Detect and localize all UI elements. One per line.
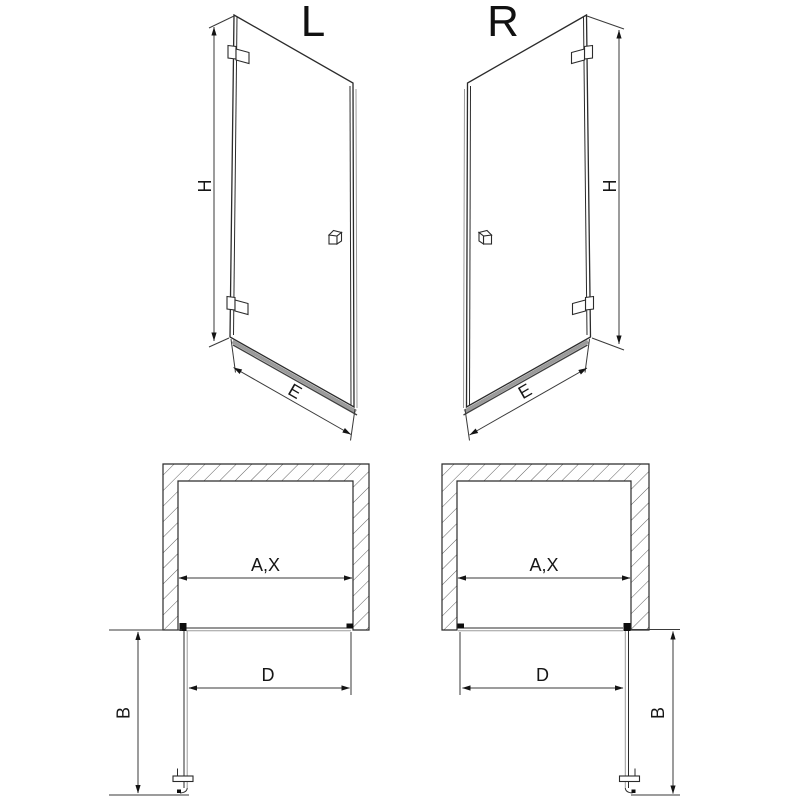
swing-dim-label: B xyxy=(648,706,668,720)
door-dim-label: D xyxy=(261,665,275,685)
extension-line xyxy=(209,338,229,347)
arrowhead xyxy=(616,336,621,345)
door-foot-mark xyxy=(177,790,181,794)
arrowhead xyxy=(232,365,242,374)
glass-panel xyxy=(467,15,591,407)
hinge-bracket xyxy=(586,297,594,311)
hinge-bracket xyxy=(227,297,235,311)
extension-line xyxy=(465,409,470,441)
arrowhead xyxy=(622,575,631,580)
arrowhead xyxy=(615,685,624,690)
variant-label-right: R xyxy=(487,0,519,46)
arrowhead xyxy=(670,631,675,640)
arrowhead xyxy=(344,575,353,580)
front-view-left xyxy=(195,0,357,441)
door-closed-position xyxy=(458,623,631,631)
glass-panel xyxy=(230,15,354,407)
arrowhead xyxy=(211,27,216,36)
opening-dim-label: A,X xyxy=(250,555,281,575)
bottom-dim-label: E xyxy=(514,379,536,403)
handle-profile xyxy=(173,776,193,782)
wall-catch-mark xyxy=(347,624,354,629)
arrowhead xyxy=(458,575,467,580)
plan-view-right xyxy=(442,464,680,795)
door-handle xyxy=(329,231,342,245)
door-handle xyxy=(479,231,492,245)
wall-catch-mark xyxy=(458,624,465,629)
arrowhead xyxy=(468,429,478,438)
door-foot xyxy=(625,788,632,793)
arrowhead xyxy=(135,632,140,641)
arrowhead xyxy=(179,575,188,580)
door-foot xyxy=(180,788,187,793)
handle-profile xyxy=(620,776,640,782)
pivot-hinge-mark xyxy=(624,623,631,631)
extension-line xyxy=(587,16,624,29)
arrowhead xyxy=(189,685,198,690)
dim-door-width xyxy=(189,632,352,695)
swing-dim-label: B xyxy=(113,706,134,720)
arrowhead xyxy=(342,685,351,690)
opening-dim-label: A,X xyxy=(529,555,559,575)
variant-label-left: L xyxy=(300,0,326,46)
extension-line xyxy=(351,409,356,441)
free-edge-profile-line xyxy=(356,89,357,408)
wall-section xyxy=(163,464,369,630)
arrowhead xyxy=(135,785,140,794)
plan-view-left xyxy=(109,464,369,795)
dim-swing-depth xyxy=(631,630,680,796)
height-dim-label: H xyxy=(600,179,620,193)
hinge-bracket xyxy=(585,46,593,60)
arrowhead xyxy=(578,366,588,375)
extension-line xyxy=(209,16,234,28)
arrowhead xyxy=(211,333,216,342)
door-foot-mark xyxy=(632,790,636,794)
bottom-dim-label: E xyxy=(284,379,306,403)
arrowhead xyxy=(462,685,471,690)
door-open-position xyxy=(173,631,193,793)
arrowhead xyxy=(616,30,621,39)
front-view-right xyxy=(464,0,625,441)
wall-section xyxy=(442,464,649,630)
dim-opening-width xyxy=(458,555,631,581)
dim-opening-width xyxy=(179,555,353,581)
door-open-position xyxy=(620,631,640,793)
hinge-bracket xyxy=(228,46,236,60)
door-closed-position xyxy=(180,623,354,631)
height-dim-label: H xyxy=(195,179,215,193)
dim-door-width xyxy=(460,632,624,695)
free-edge-profile-line xyxy=(464,89,465,408)
door-dim-label: D xyxy=(536,665,549,685)
arrowhead xyxy=(670,786,675,795)
